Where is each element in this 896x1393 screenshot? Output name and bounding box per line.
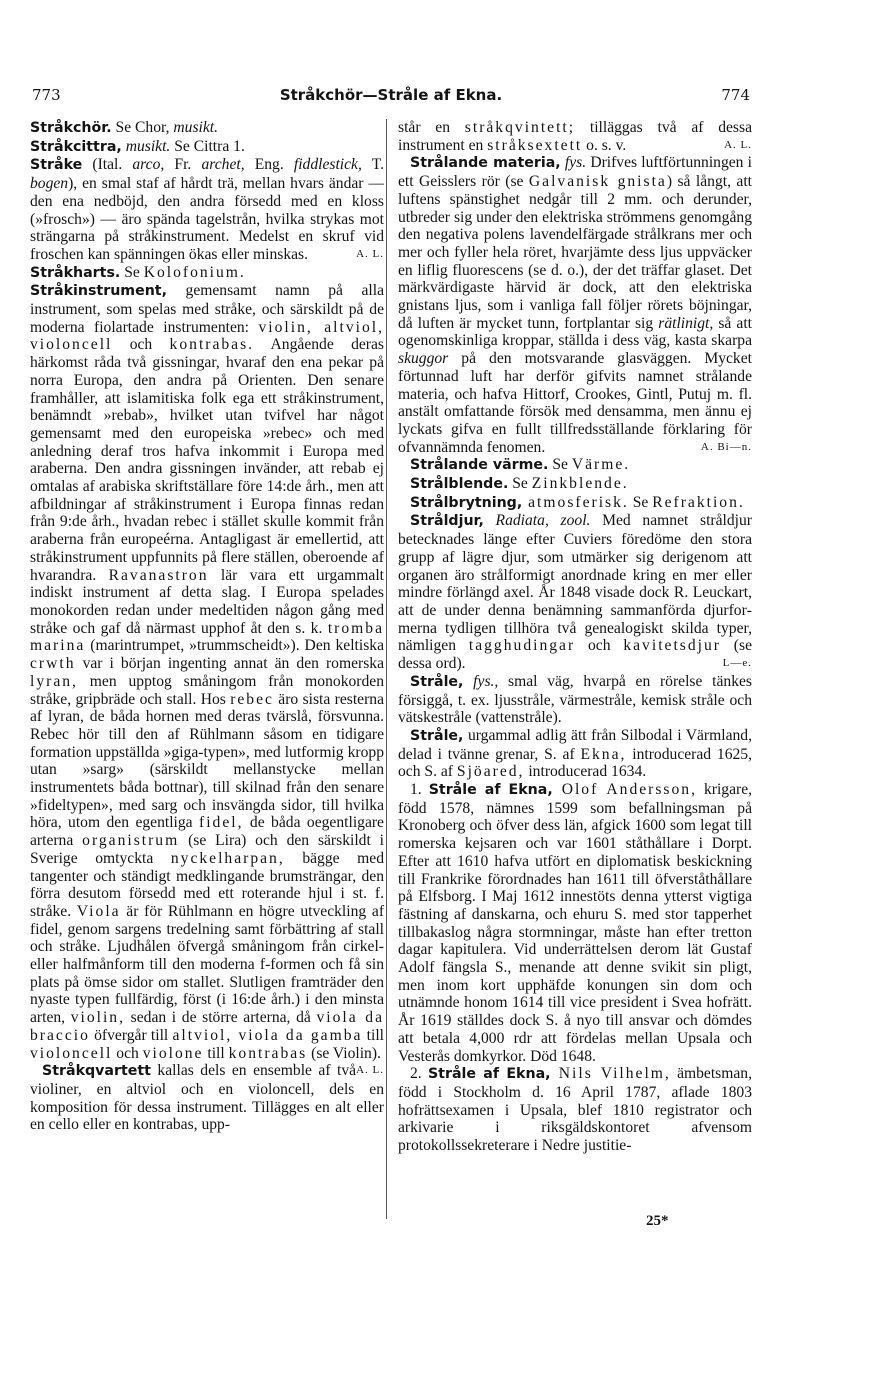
headword: Stråle,	[410, 727, 464, 744]
headword: Strålande materia,	[410, 155, 561, 172]
headword: Stråkcittra,	[30, 138, 122, 155]
entry-strale-fys: Stråle, fys., smal väg, hvarpå en rörelse tänkes försiggå, t. ex. ljusstråle, värmestråle, kemisk stråle och vätskestråle (vattenstråle).	[398, 672, 752, 727]
sheet-signature: 25*	[646, 1213, 669, 1229]
entry-strakharts: Stråkharts. Se Kolofonium.	[30, 263, 246, 281]
entry-strale-af-ekna-1: 1. Stråle af Ekna, Olof Andersson, krigare, född 1578, nämnes 1599 som befallningsman på Kronoberg och öfver dess län, afgick 1600 som legat till romerska kejsaren och var 1601 ståthållare i Dorpt. Efter att 1610 hafva utfört en diplomatisk beskickning till Frankrike förordnades han 1611 till öfverståthållare på Elfsborg. I Maj 1612 innestöts denna ytterst vigtiga fästning af danskarna, och ehuru S. med stor tapperhet tillbakaslog några stormningar, måste han efter tretton dagar kapitulera. Vid underrättelsen derom lät Gustaf Adolf fängsla S., menande att denne svikit sin pligt, men inom kort upphäfde konungen sin dom och utnämnde honom 1614 till vice president i Svea hofrätt. År 1619 ställdes dock S. å nyo till ansvar och dömdes att betala 4,000 rdr att fördelas mellan Upsala och Vesterås domkyrkor. Död 1648.	[398, 781, 753, 1065]
headword: Stråke	[30, 157, 83, 174]
headword: Strålbrytning,	[410, 494, 523, 511]
entry-strakchor: Stråkchör. Se Chor, musikt.	[30, 119, 219, 136]
author-signature: A. L.	[356, 247, 384, 260]
headword: Strålande värme.	[410, 457, 549, 474]
headword: Stråkinstrument,	[30, 283, 167, 300]
headword: Stråle,	[410, 673, 464, 690]
entry-continuation: står en stråkqvintett; tilläggas två af dessa instrument en stråksextett o. s. v. A. L.	[398, 119, 752, 154]
entry-stralblende: Strålblende. Se Zinkblende.	[410, 475, 629, 493]
headword: Strålblende.	[410, 476, 509, 493]
author-signature: L—e.	[722, 657, 752, 670]
page-number-left: 773	[32, 86, 61, 104]
headword: Stråkchör.	[30, 120, 112, 136]
headword: Stråle af Ekna,	[428, 782, 553, 799]
author-signature: A. Bi—n.	[700, 440, 752, 453]
entry-stralbrytning: Strålbrytning, atmosferisk. Se Refraktion.	[410, 493, 745, 511]
page-header	[32, 86, 750, 108]
entry-strale-af-ekna-2: 2. Stråle af Ekna, Nils Vilhelm, ämbetsman, född i Stockholm d. 16 April 1787, aflade 1803 hofrättsexamen i Upsala, blef 1810 registrator och arkivarie i riksgäldskontoret afvensom protokollssekreterare i Nedre justitie-	[398, 1065, 752, 1155]
entry-strale-family: Stråle, urgammal adlig ätt från Silbodal i Värmland, delad i tvänne grenar, S. af Ekna, introducerad 1625, och S. af Sjöared, introducerad 1634.	[398, 726, 752, 781]
author-signature: A. L.	[356, 1064, 384, 1077]
entry-stralande-varme: Strålande värme. Se Värme.	[410, 456, 631, 474]
entry-strakinstrument: Stråkinstrument, gemensamt namn på alla instrument, som spelas med stråke, och särskildt på de moderna fiolartade instrumenten: violin, altviol, violoncell och kontrabas. Angående deras härkomst råda två gissningar, hvaraf den ena pekar på norra Europa, den andra på Orienten. Den senare framhåller, att islamitiska folk ega ett stråkinstrument, benämndt »rebab», hvilket utan tvifvel har något gemensamt med den europeiska »rebec» och med anledning deraf tros hafva inkommit i Europa med araberna. Den andra gissningen invänder, att rebab ej omtalas af arabiska skriftställare före 14:de årh., men att afbildningar af stråkinstrument i Europa finnas redan från 9:de årh., hvadan rebec i stället skulle kommit från araberna från europeérna. Antagligast är emellertid, att stråkinstrument uppfunnits på flere ställen, oberoende af hvarandra. Ravanastron lär vara ett urgammalt indiskt instrument af detta slag. I Europa spelades monokorden redan under medeltiden någon gång med stråke och gaf då närmast upphof åt den s. k. tromba marina (marintrumpet, »trummscheidt»). Den keltiska crwth var i början ingenting annat än den romerska lyran, men upptog småningom från monokorden stråke, gripbräde och stall. Hos rebec äro sista resterna af lyran, de båda hornen med deras tvärslå, försvunna. Rebec hör till den af Rühlmann såsom en tidigare formation uppställda »giga-typen», med lutformig kropp utan »sarg» (särskildt mellanstycke mellan instrumentets båda bottnar), till skilnad från den senare »fideltypen», med sarg och insvängda sidor, till hvilka höra, utom den egentliga fidel, de båda oegentligare arterna organistrum (se Lira) och den särskildt i Sverige omtyckta nyckelharpan, bägge med tangenter och ständigt medklingande brumsträngar, den förra desutom försedd med ett roterande hjul i st. f. stråke. Viola är för Rühlmann en högre utveckling af fidel, genom sargens tredelning samt förbättring af stall och stråke. Ljudhålen öfvergå småningom från cirkel- eller halfmånform till den moderna f-formen och få sin plats på ömse sidor om stallet. Slutligen framträder den nyaste typen fullfärdig, först (i 16:de årh.) i den minsta arten, violin, sedan i de större arterna, då viola da braccio öfvergår till altviol, viola da gamba till violoncell och violone till kontrabas (se Violin). A. L.	[30, 282, 384, 1062]
headword: Stråldjur,	[410, 513, 484, 530]
headword: Stråkharts.	[30, 264, 121, 281]
entry-strake: Stråke (Ital. arco, Fr. archet, Eng. fiddlestick, T. bogen), en smal staf af hårdt trä, mellan hvars ändar — den ena nedböjd, den andra försedd med en kloss (»frosch») — äro spända tagelstrån, hvilka strykas mot strängarna på stråkinstrument. Medelst en skruf vid froschen kan spänningen ökas eller minskas. A. L.	[30, 156, 384, 263]
headword: Stråkqvartett	[42, 1063, 151, 1080]
running-title: Stråkchör—Stråle af Ekna.	[279, 86, 503, 104]
page-number-right: 774	[721, 86, 750, 104]
author-signature: A. L.	[724, 138, 752, 151]
entry-straldjur: Stråldjur, Radiata, zool. Med namnet stråldjur betecknades länge efter Cuviers föredöme den stora grupp af lägre djur, som utmärker sig derigenom att organen äro strålformigt anordnade kring en mer eller mindre förlängd axel. År 1848 visade dock R. Leuckart, att de under denna benämning sammanförda djurformerna tydligen tillhöra två genealogiskt skilda typer, nämligen tagghudingar och kavitetsdjur (se dessa ord). L—e.	[398, 512, 752, 673]
entry-strakqvartett: Stråkqvartett kallas dels en ensemble af två violiner, en altviol och en violoncell, dels en komposition för dessa instrument. Tillägges en alt eller en cello eller en kontrabas, upp-	[30, 1062, 384, 1134]
column-divider	[386, 119, 387, 1219]
entry-stralande-materia: Strålande materia, fys. Drifves luftförtunningen i ett Geisslers rör (se Galvanisk gnista) så långt, att luftens spänstighet nedgår till 2 mm. och derunder, utbreder sig under den elektriska strömmens genomgång den negativa polens lavendelfärgade strålkrans mer och mer och fyller hela röret, hvarjämte dess ljus uppväcker en liflig fluorescens (se d. o.), der det träffar glaset. Det märkvärdigaste härvid är dock, att den elektriska gnistans ljus, som i vanliga fall följer rörets böjningar, då luften är mycket tunn, fortplantar sig rätlinigt, så att ogenomskinliga kroppar, ställda i dess väg, kasta skarpa skuggor på den motsvarande glasväggen. Mycket förtunnad luft har derför gifvits namnet strålande materia, och hafva Hittorf, Crookes, Gintl, Putuj m. fl. anstält omfattande försök med densamma, men ännu ej lyckats gifva en fullt tillfredsställande förklaring för ofvannämnda fenomen. A. Bi—n.	[398, 154, 753, 456]
right-column	[398, 119, 752, 1155]
left-column	[30, 119, 384, 1134]
entry-strakcittra: Stråkcittra, musikt. Se Cittra 1.	[30, 137, 245, 155]
headword: Stråle af Ekna,	[427, 1066, 551, 1083]
